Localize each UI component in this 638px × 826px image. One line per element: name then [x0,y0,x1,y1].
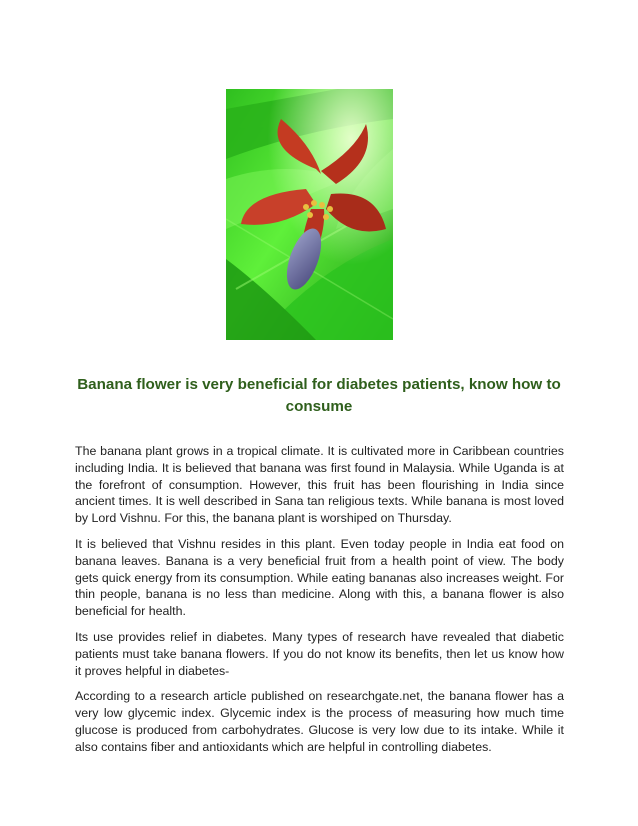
article-paragraph: According to a research article published on researchgate.net, the banana flower has a very low glycemic index. Glycemic index is the process of measuring how much time glucose is produced from carbohydrates. Glucose is very low due to its intake. While it also contains fiber and antioxidants which are helpful in controlling diabetes. [75,689,564,754]
banana-flower-photo [226,89,393,340]
article-paragraph: It is believed that Vishnu resides in this plant. Even today people in India eat food on banana leaves. Banana is a very beneficial fruit from a health point of view. The body gets quick energy from its consumption. While eating bananas also increases weight. For thin people, banana is no less than medicine. Along with this, a banana flower is also beneficial for health. [75,536,564,619]
article-title: Banana flower is very beneficial for diabetes patients, know how to consume [77,376,561,415]
article-paragraph: Its use provides relief in diabetes. Many types of research have revealed that diabetic patients must take banana flowers. If you do not know its benefits, then let us know how it proves helpful in diabetes- [75,629,564,678]
article-paragraph: The banana plant grows in a tropical climate. It is cultivated more in Caribbean countries including India. It is believed that banana was first found in Malaysia. While Uganda is at the forefront of consumption. However, this fruit has been flourishing in India since ancient times. It is well described in Sana tan religious texts. While banana is most loved by Lord Vishnu. For this, the banana plant is worshiped on Thursday. [75,444,564,526]
article-body [75,443,564,765]
